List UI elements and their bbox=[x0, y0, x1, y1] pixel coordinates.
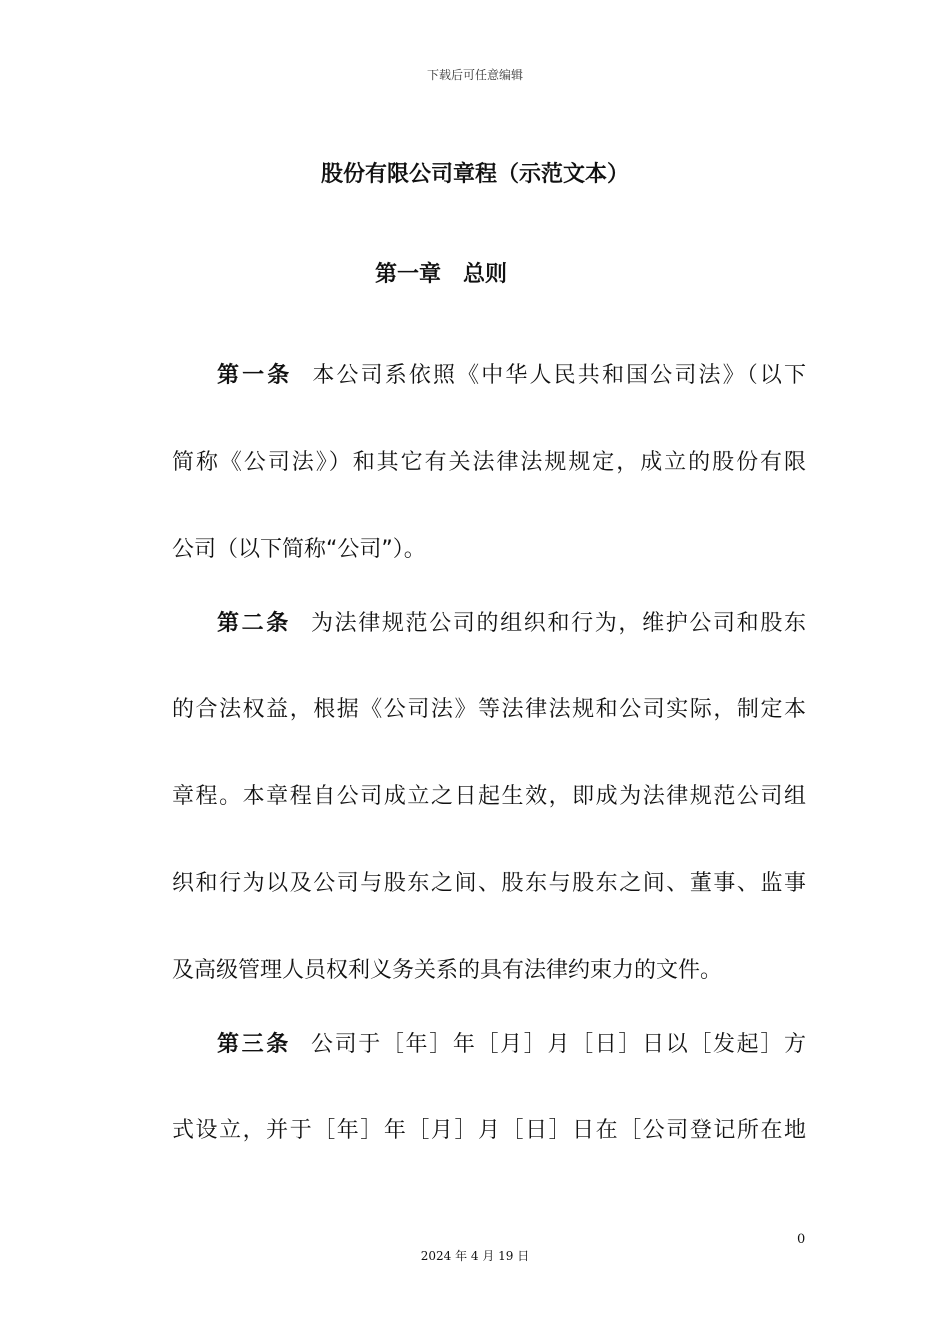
article-1-line-1 bbox=[172, 360, 806, 391]
article-1-label: 第一条 bbox=[217, 362, 293, 388]
header-note: 下载后可任意编辑 bbox=[426, 68, 523, 82]
chapter-title: 第一章 总则 bbox=[375, 262, 508, 287]
article-2-line-1 bbox=[172, 608, 806, 639]
article-2-label: 第二条 bbox=[217, 610, 291, 636]
footer-date: 2024 年 4 月 19 日 bbox=[420, 1249, 530, 1263]
article-3-line-1 bbox=[172, 1029, 806, 1060]
article-1-text-1: 本公司系依照《中华人民共和国公司法》（以下 bbox=[312, 363, 806, 388]
document-title: 股份有限公司章程（示范文本） bbox=[320, 162, 629, 187]
article-3-line-2: 式设立，并于［年］年［月］月［日］日在［公司登记所在地 bbox=[172, 1118, 806, 1143]
article-3-label: 第三条 bbox=[217, 1031, 291, 1057]
article-2-line-4: 织和行为以及公司与股东之间、股东与股东之间、董事、监事 bbox=[172, 871, 806, 896]
article-2-line-2: 的合法权益，根据《公司法》等法律法规和公司实际，制定本 bbox=[172, 697, 806, 722]
article-2-line-3: 章程。本章程自公司成立之日起生效，即成为法律规范公司组 bbox=[172, 784, 806, 809]
article-3-text-1: 公司于［年］年［月］月［日］日以［发起］方 bbox=[310, 1032, 806, 1057]
article-1-line-3: 公司（以下简称“公司”）。 bbox=[172, 537, 426, 562]
article-2-text-1: 为法律规范公司的组织和行为，维护公司和股东 bbox=[310, 611, 806, 636]
article-2-line-5: 及高级管理人员权利义务关系的具有法律约束力的文件。 bbox=[172, 958, 723, 983]
page-number: 0 bbox=[797, 1232, 806, 1247]
article-1-line-2: 简称《公司法》）和其它有关法律法规规定，成立的股份有限 bbox=[172, 450, 806, 475]
